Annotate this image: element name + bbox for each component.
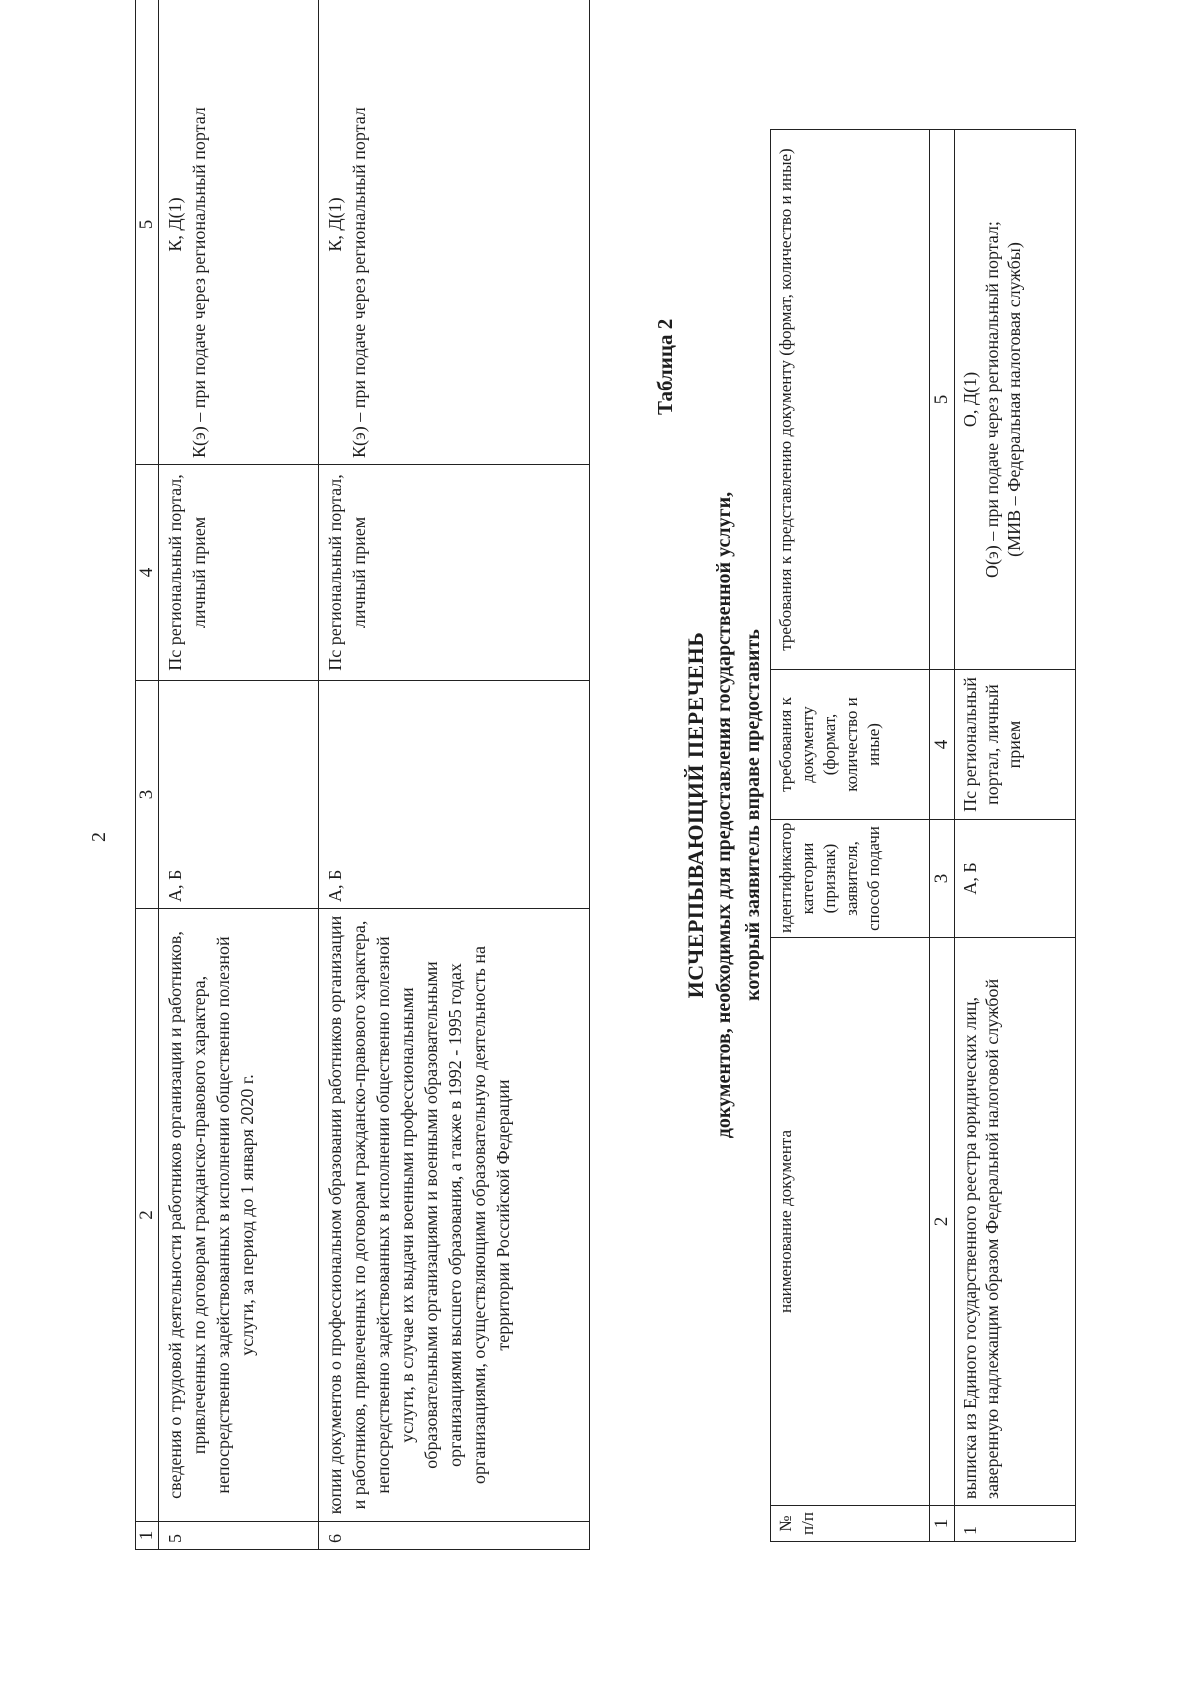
col-number: 3 bbox=[136, 681, 159, 909]
row-number: 5 bbox=[159, 1522, 319, 1550]
table-title: ИСЧЕРПЫВАЮЩИЙ ПЕРЕЧЕНЬ bbox=[683, 631, 708, 999]
col-number: 1 bbox=[136, 1522, 159, 1550]
header-row bbox=[771, 130, 930, 1542]
page-number: 2 bbox=[88, 832, 110, 842]
col-number: 4 bbox=[136, 465, 159, 681]
document-name: выписка из Единого государственного реестра юридических лиц, заверенную надлежащим образом Федеральной налоговой службой bbox=[955, 938, 1076, 1506]
row-number: 6 bbox=[319, 1522, 590, 1550]
col-number: 1 bbox=[930, 1506, 955, 1542]
document-requirements bbox=[319, 0, 590, 465]
col-number: 5 bbox=[136, 0, 159, 465]
document-requirements bbox=[955, 130, 1076, 670]
header-cell: наименование документа bbox=[771, 938, 930, 1506]
requirements-note: К(э) – при подаче через региональный портал bbox=[349, 107, 369, 458]
submission-method: Пс региональный портал, личный прием bbox=[159, 465, 319, 681]
applicant-category: А, Б bbox=[955, 820, 1076, 938]
document-name: копии документов о профессиональном образовании работников организации и работников, привлеченных по договорам гражданско-правового характера, непосредственно задействованных в исполнении общественно полезной услуги, в случае их выдачи военными профессиональными образовательными организациями и военными образовательными организациями высшего образования, а также в 1992 - 1995 годах организациями, осуществляющими образовательную деятельность на территории Российской Федерации bbox=[319, 909, 590, 1522]
header-cell: № п/п bbox=[771, 1506, 930, 1542]
submission-method: Пс региональный портал, личный прием bbox=[319, 465, 590, 681]
col-number: 2 bbox=[930, 938, 955, 1506]
requirements-code: К, Д(1) bbox=[325, 197, 345, 252]
column-number-row bbox=[930, 130, 955, 1542]
table-row bbox=[319, 0, 590, 1550]
header-cell: требования к документу (формат, количество и иные) bbox=[771, 670, 930, 820]
applicant-category: А, Б bbox=[319, 681, 590, 909]
table-row bbox=[159, 0, 319, 1550]
row-number: 1 bbox=[955, 1506, 1076, 1542]
table-subtitle: документов, необходимых для предоставления государственной услуги, bbox=[713, 491, 735, 1139]
applicant-category: А, Б bbox=[159, 681, 319, 909]
table-row bbox=[955, 130, 1076, 1542]
table-subtitle: который заявитель вправе предоставить bbox=[742, 629, 764, 1001]
document-name: сведения о трудовой деятельности работников организации и работников, привлеченных по договорам гражданско-правового характера, непосредственно задействованных в исполнении общественно полезной услуги, за период до 1 января 2020 г. bbox=[159, 909, 319, 1522]
table-label: Таблица 2 bbox=[653, 318, 677, 415]
requirements-note: К(э) – при подаче через региональный портал bbox=[189, 107, 209, 458]
column-number-row bbox=[136, 0, 159, 1550]
header-cell: требования к представлению документу (формат, количество и иные) bbox=[771, 130, 930, 670]
table-2 bbox=[770, 129, 1076, 1542]
table-continuation bbox=[135, 0, 590, 1550]
col-number: 5 bbox=[930, 130, 955, 670]
requirements-code: К, Д(1) bbox=[165, 197, 185, 252]
col-number: 4 bbox=[930, 670, 955, 820]
col-number: 2 bbox=[136, 909, 159, 1522]
requirements-code: О, Д(1) bbox=[960, 371, 980, 428]
document-requirements bbox=[159, 0, 319, 465]
header-cell: идентификатор категории (признак) заявителя, способ подачи bbox=[771, 820, 930, 938]
requirements-note: (МИВ – Федеральная налоговая службы) bbox=[1004, 242, 1024, 557]
requirements-note: О(э) – при подаче через региональный портал; bbox=[982, 221, 1002, 578]
col-number: 3 bbox=[930, 820, 955, 938]
submission-method: Пс региональный портал, личный прием bbox=[955, 670, 1076, 820]
